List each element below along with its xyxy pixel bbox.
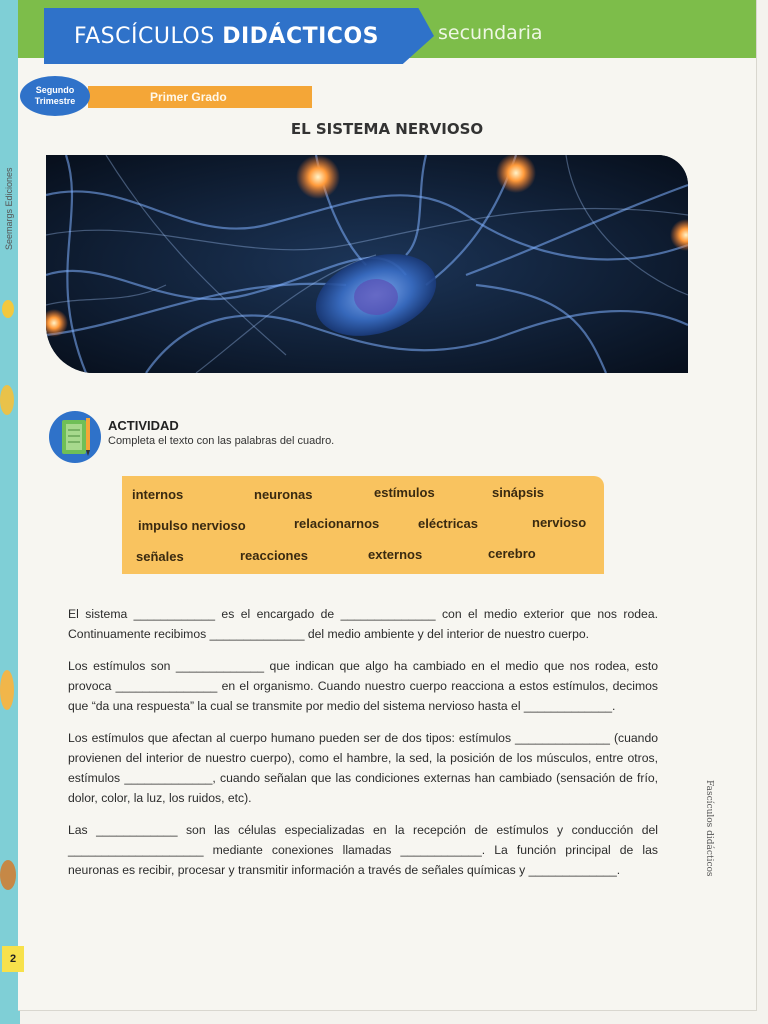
side-footer-text: Fascículos didácticos — [704, 780, 714, 877]
grade-label: Primer Grado — [88, 86, 312, 108]
term-badge — [20, 76, 90, 116]
paragraph: El sistema ____________ es el encargado de ______________ con el medio exterior que nos rodea. Continuamente recibimos ______________ del medio ambiente y del interior de nuestro cuerpo. — [68, 607, 658, 641]
activity-instruction: Completa el texto con las palabras del cuadro. — [108, 435, 335, 447]
paragraph: Las ____________ son las células especializadas en la recepción de estímulos y conducción del ____________________ mediante conexiones llamadas ____________. La función principal de las neuronas es recibir, procesar y transmitir información a través de señales químicas y _____________. — [68, 823, 658, 877]
page-number: 2 — [2, 946, 24, 972]
word-bank-item: nervioso — [532, 515, 587, 530]
fill-in-text — [68, 604, 658, 892]
term-line-1: Segundo — [35, 85, 75, 95]
word-bank-item: relacionarnos — [294, 516, 380, 531]
word-bank-item: señales — [136, 549, 184, 564]
page-title: EL SISTEMA NERVIOSO — [290, 120, 484, 138]
series-title-bold: DIDÁCTICOS — [222, 24, 379, 49]
neuron-image — [46, 155, 688, 373]
word-bank-item: cerebro — [488, 546, 536, 561]
decorative-dot — [0, 860, 16, 890]
activity-title: ACTIVIDAD — [108, 418, 179, 433]
paragraph: Los estímulos que afectan al cuerpo humano pueden ser de dos tipos: estímulos ______________ (cuando provienen del interior de nuestro cuerpo), como el hambre, la sed, la posición de los músculos, entre otros, estímulos _____________, cuando señalan que las condiciones externas han cambiado (sensación de frío, dolor, color, la luz, los ruidos, etc). — [68, 731, 658, 805]
decorative-dot — [0, 670, 14, 710]
decorative-dot — [0, 385, 14, 415]
word-bank-item: eléctricas — [418, 516, 478, 531]
word-bank-item: impulso nervioso — [138, 518, 246, 533]
notebook-icon — [48, 410, 102, 464]
level-label: secundaria — [438, 22, 543, 44]
word-bank-item: neuronas — [254, 487, 313, 502]
paragraph: Los estímulos son _____________ que indican que algo ha cambiado en el medio que nos rodea, esto provoca _______________ en el organismo. Cuando nuestro cuerpo reacciona a estos estímulos, decimos que “da una respuesta” la cual se transmite por medio del sistema nervioso hasta el _____________. — [68, 659, 658, 713]
series-title — [74, 24, 379, 49]
page — [18, 0, 757, 1011]
series-title-regular: FASCÍCULOS — [74, 24, 215, 49]
word-bank-item: sinápsis — [492, 485, 545, 500]
publisher-label: Seemargs Ediciones — [4, 167, 14, 250]
word-bank-item: estímulos — [374, 485, 435, 500]
term-line-2: Trimestre — [34, 96, 76, 106]
word-bank-item: reacciones — [240, 548, 308, 563]
word-bank-item: internos — [132, 487, 184, 502]
word-bank — [122, 476, 604, 574]
word-bank-item: externos — [368, 547, 423, 562]
decorative-dot — [2, 300, 14, 318]
